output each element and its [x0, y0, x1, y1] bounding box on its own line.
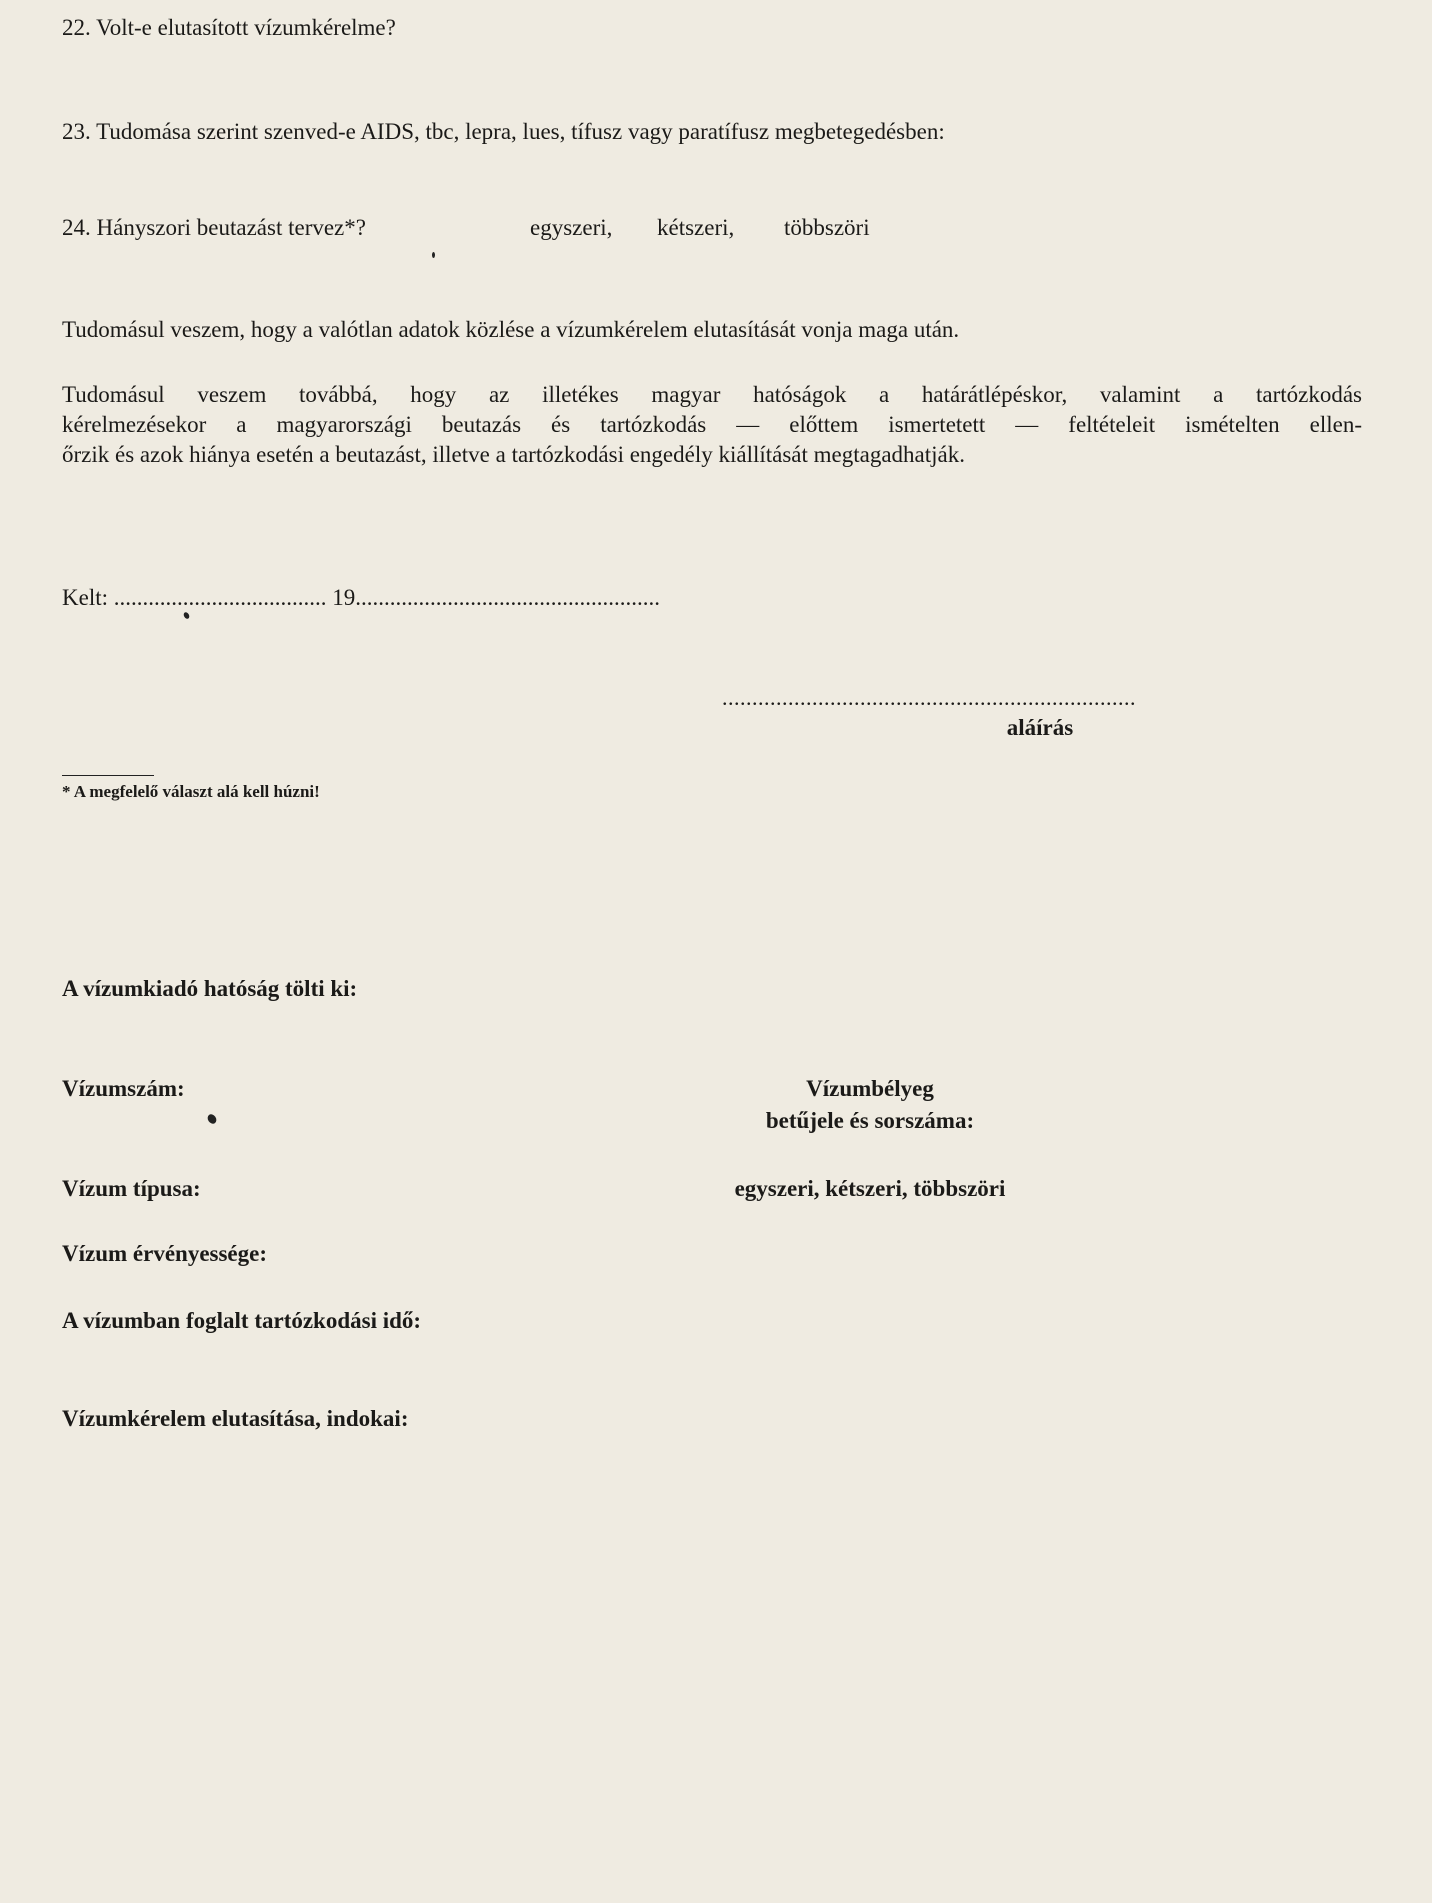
question-22: 22. Volt-e elutasított vízumkérelme? [62, 15, 396, 40]
visa-type-options: egyszeri, kétszeri, többszöri [734, 1176, 1006, 1201]
question-24: 24. Hányszori beutazást tervez*? [62, 215, 366, 240]
visa-type-label: Vízum típusa: [62, 1176, 201, 1201]
signature-line: ..................................................................... [722, 685, 1136, 710]
declaration-line: kérelmezésekor a magyarországi beutazás és tartózkodás — előttem ismertetett — feltételeit ismételten ellen- [62, 412, 1362, 437]
date-line: Kelt: ..................................... 19..................................................... [62, 585, 660, 610]
option-double-entry: kétszeri, [657, 215, 735, 240]
visa-stamp-label-line1: Vízumbélyeg [806, 1076, 934, 1101]
ink-speck [183, 611, 191, 620]
declaration-line: Tudomásul veszem továbbá, hogy az illetékes magyar hatóságok a határátlépéskor, valamint a tartózkodás [62, 382, 1362, 407]
visa-refusal-label: Vízumkérelem elutasítása, indokai: [62, 1406, 409, 1431]
option-multiple-entry: többszöri [784, 215, 870, 240]
signature-label: aláírás [1006, 715, 1074, 740]
visa-validity-label: Vízum érvényessége: [62, 1241, 268, 1266]
visa-number-label: Vízumszám: [62, 1076, 185, 1101]
declaration-border-check [62, 380, 1362, 470]
option-single-entry: egyszeri, [530, 215, 613, 240]
footnote-divider [62, 775, 154, 776]
ink-speck [432, 252, 435, 258]
authority-heading: A vízumkiadó hatóság tölti ki: [62, 976, 358, 1001]
declaration-false-data: Tudomásul veszem, hogy a valótlan adatok közlése a vízumkérelem elutasítását vonja maga után. [62, 317, 960, 342]
declaration-line: őrzik és azok hiánya esetén a beutazást, illetve a tartózkodási engedély kiállítását megtagadhatják. [62, 442, 966, 467]
question-23: 23. Tudomása szerint szenved-e AIDS, tbc, lepra, lues, tífusz vagy paratífusz megbetegedésben: [62, 119, 945, 144]
footnote-text: * A megfelelő választ alá kell húzni! [62, 782, 320, 801]
visa-stay-duration-label: A vízumban foglalt tartózkodási idő: [62, 1308, 422, 1333]
visa-stamp-label-line2: betűjele és sorszáma: [765, 1108, 975, 1133]
ink-speck [206, 1113, 218, 1126]
